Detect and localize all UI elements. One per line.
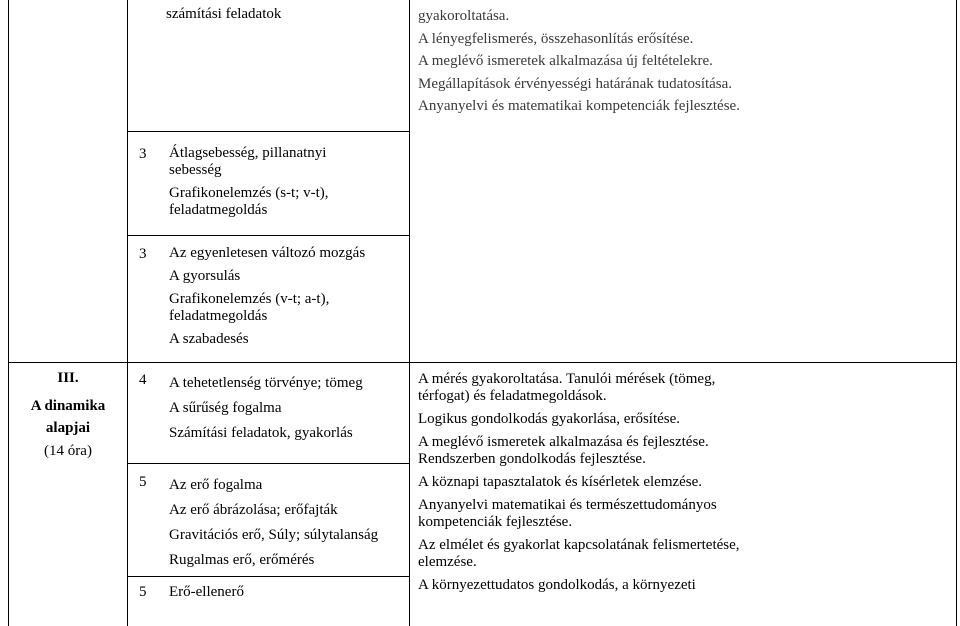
section-hours-total: (14 óra): [44, 443, 92, 459]
row-hours: 3: [139, 246, 147, 262]
table-border-left: [8, 0, 9, 626]
row-divider: [127, 576, 409, 577]
table-border-right: [956, 0, 957, 626]
goal-line: Anyanyelvi és matematikai kompetenciák fejlesztése.: [418, 98, 740, 114]
row-topic: [169, 245, 365, 348]
goals-section3: [418, 371, 740, 594]
topic-line: sebesség: [169, 162, 222, 178]
goals-top: [418, 5, 740, 118]
row-divider: [127, 235, 409, 236]
row-divider: [127, 131, 409, 132]
section-divider: [8, 362, 957, 363]
topic-line: Az erő ábrázolása; erőfajták: [169, 502, 338, 518]
table-divider-section: [127, 0, 128, 626]
topic-line: feladatmegoldás: [169, 308, 268, 324]
section-roman: III.: [57, 370, 79, 386]
section-title-line2: alapjai: [45, 420, 91, 436]
row-topic: [169, 371, 363, 446]
section-title-line1: A dinamika: [30, 398, 106, 414]
goal-line: A köznapi tapasztalatok és kísérletek elemzése.: [418, 474, 703, 490]
goal-line: gyakoroltatása.: [418, 8, 510, 24]
goal-line: kompetenciák fejlesztése.: [418, 514, 573, 530]
goal-line: elemzése.: [418, 554, 477, 570]
topic-line: A gyorsulás: [169, 268, 241, 284]
topic-line: Gravitációs erő, Súly; súlytalanság: [169, 527, 379, 543]
row-hours: 3: [139, 146, 147, 162]
topic-line: Az egyenletesen változó mozgás: [169, 245, 366, 261]
table-divider-goals: [409, 0, 410, 626]
row-hours: 5: [139, 474, 147, 490]
row-hours: 4: [139, 372, 147, 388]
topic-line: Számítási feladatok, gyakorlás: [169, 425, 353, 441]
row-topic: [169, 473, 378, 573]
topic-line: Rugalmas erő, erőmérés: [169, 552, 315, 568]
goal-line: Logikus gondolkodás gyakorlása, erősítése.: [418, 411, 681, 427]
topic-line: A sűrűség fogalma: [169, 400, 282, 416]
goal-line: A környezettudatos gondolkodás, a környezeti: [418, 577, 696, 593]
goal-line: A meglévő ismeretek alkalmazása és fejlesztése.: [418, 434, 709, 450]
topic-line: Az erő fogalma: [169, 477, 263, 493]
row-topic: [169, 145, 329, 219]
topic-line: Grafikonelemzés (v-t; a-t),: [169, 291, 330, 307]
goal-line: A mérés gyakoroltatása. Tanulói mérések (tömeg,: [418, 371, 716, 387]
topic-line: A szabadesés: [169, 331, 249, 347]
goal-line: Az elmélet és gyakorlat kapcsolatának felismertetése,: [418, 537, 740, 553]
topic-line: A tehetetlenség törvénye; tömeg: [169, 375, 363, 391]
goal-line: Rendszerben gondolkodás fejlesztése.: [418, 451, 646, 467]
goal-line: térfogat) és feladatmegoldások.: [418, 388, 607, 404]
goal-line: Megállapítások érvényességi határának tudatosítása.: [418, 75, 733, 92]
topic-line: Erő-ellenerő: [169, 584, 244, 600]
goal-line: Anyanyelvi matematikai és természettudományos: [418, 497, 717, 513]
goal-line: A lényegfelismerés, összehasonlítás erősítése.: [418, 30, 694, 47]
topic-line: feladatmegoldás: [169, 202, 268, 218]
topic-line: Grafikonelemzés (s-t; v-t),: [169, 185, 329, 201]
row-hours: 5: [139, 584, 147, 600]
goal-line: A meglévő ismeretek alkalmazása új feltételekre.: [418, 53, 713, 69]
topic-line: Átlagsebesség, pillanatnyi: [169, 145, 327, 161]
topic-line: számítási feladatok: [166, 6, 282, 22]
row-divider: [127, 463, 409, 464]
